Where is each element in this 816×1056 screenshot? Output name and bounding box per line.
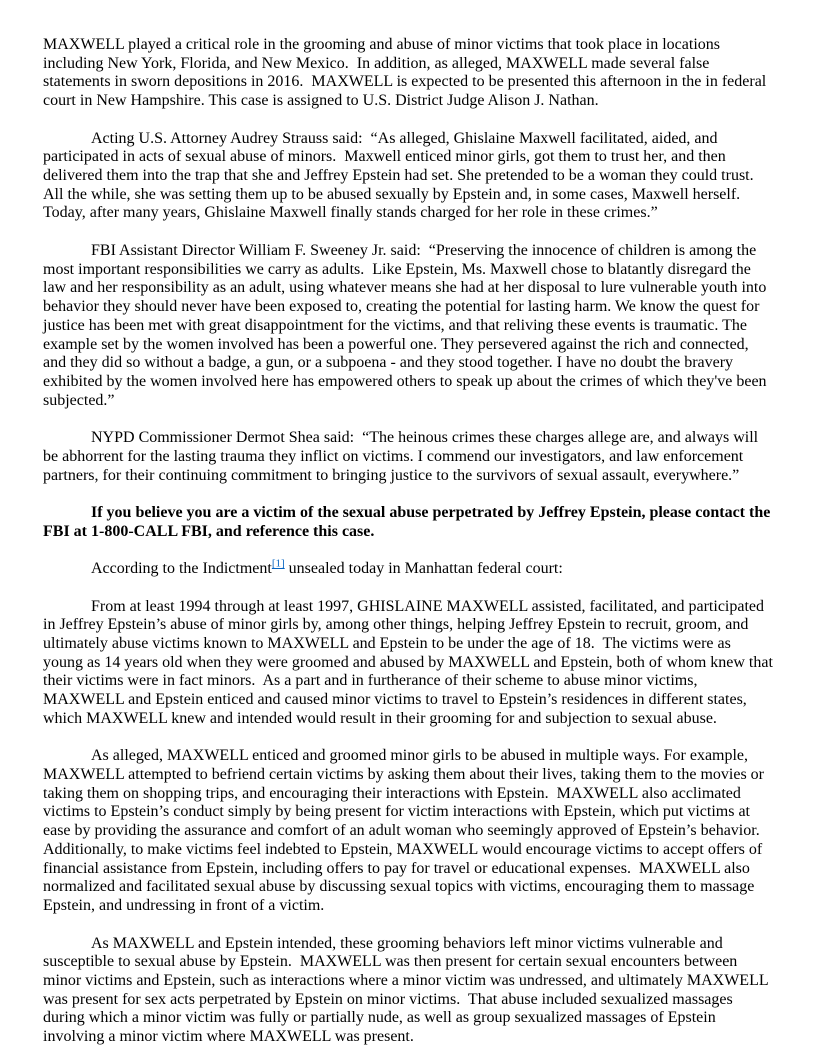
- paragraph: [43, 597, 777, 729]
- paragraph: [43, 36, 773, 111]
- paragraph: [43, 747, 773, 915]
- text-run: According to the Indictment: [91, 560, 272, 578]
- text-run: MAXWELL played a critical role in the grooming and abuse of minor victims that took place in locations including New York, Florida, and New Mexico. In addition, as alleged, MAXWELL made several false statements in sworn depositions in 2016. MAXWELL is expected to be presented this afternoon in the in federal court in New Hampshire. This case is assigned to U.S. District Judge Alison J. Nathan.: [43, 36, 771, 110]
- footnote-link-1[interactable]: [1]: [271, 557, 285, 570]
- text-run: unsealed today in Manhattan federal court:: [284, 560, 563, 578]
- paragraph: [43, 557, 773, 579]
- paragraph: [43, 130, 773, 224]
- document-body: [43, 36, 777, 1047]
- text-run: FBI Assistant Director William F. Sweeney Jr. said: “Preserving the innocence of children is among the most important responsibilities we carry as adults. Like Epstein, Ms. Maxwell chose to blatantly disregard the law and her responsibility as an adult, using whatever means she had at her disposal to lure vulnerable youth into behavior they should never have been exposed to, creating the potential for lasting harm. We know the quest for justice has been met with great disappointment for the victims, and that reliving these events is traumatic. The example set by the women involved has been a powerful one. They persevered against the rich and connected, and they did so without a badge, a gun, or a subpoena - and they stood together. I have no doubt the bravery exhibited by the women involved here has empowered others to speak up about the crimes of which they've been subjected.”: [43, 241, 771, 409]
- paragraph: [43, 242, 773, 410]
- footnote-ref: [272, 558, 285, 570]
- text-run: As alleged, MAXWELL enticed and groomed minor girls to be abused in multiple ways. For example, MAXWELL attempted to befriend certain victims by asking them about their lives, taking them to the movies or taking them on shopping trips, and encouraging their interactions with Epstein. MAXWELL also acclimated victims to Epstein’s conduct simply by being present for victim interactions with Epstein, which put victims at ease by providing the assurance and comfort of an adult woman who seemingly approved of Epstein’s behavior. Additionally, to make victims feel indebted to Epstein, MAXWELL would encourage victims to accept offers of financial assistance from Epstein, including offers to pay for travel or educational expenses. MAXWELL also normalized and facilitated sexual abuse by discussing sexual topics with victims, encouraging them to massage Epstein, and undressing in front of a victim.: [43, 747, 769, 915]
- text-run: NYPD Commissioner Dermot Shea said: “The heinous crimes these charges allege are, and always will be abhorrent for the lasting trauma they inflict on victims. I commend our investigators, and law enforcement partners, for their continuing commitment to bringing justice to the survivors of sexual assault, everywhere.”: [43, 429, 763, 484]
- text-run: Acting U.S. Attorney Audrey Strauss said: “As alleged, Ghislaine Maxwell facilitated, aided, and participated in acts of sexual abuse of minors. Maxwell enticed minor girls, got them to trust her, and then delivered them into the trap that she and Jeffrey Epstein had set. She pretended to be a woman they could trust. All the while, she was setting them up to be abused sexually by Epstein and, in some cases, Maxwell herself. Today, after many years, Ghislaine Maxwell finally stands charged for her role in these crimes.”: [43, 129, 757, 222]
- text-run: From at least 1994 through at least 1997, GHISLAINE MAXWELL assisted, facilitated, and participated in Jeffrey Epstein’s abuse of minor girls by, among other things, helping Jeffrey Epstein to recruit, groom, and ultimately abuse victims known to MAXWELL and Epstein to be under the age of 18. The victims were as young as 14 years old when they were groomed and abused by MAXWELL and Epstein, both of whom knew that their victims were in fact minors. As a part and in furtherance of their scheme to abuse minor victims, MAXWELL and Epstein enticed and caused minor victims to travel to Epstein’s residences in different states, which MAXWELL knew and intended would result in their grooming for and subjection to sexual abuse.: [43, 597, 777, 727]
- bold-text-run: If you believe you are a victim of the sexual abuse perpetrated by Jeffrey Epstein, please contact the FBI at 1-800-CALL FBI, and reference this case.: [43, 503, 775, 540]
- text-run: As MAXWELL and Epstein intended, these grooming behaviors left minor victims vulnerable and susceptible to sexual abuse by Epstein. MAXWELL was then present for certain sexual encounters between minor victims and Epstein, such as interactions where a minor victim was undressed, and ultimately MAXWELL was present for sex acts perpetrated by Epstein on minor victims. That abuse included sexualized massages during which a minor victim was fully or partially nude, as well as group sexualized massages of Epstein involving a minor victim where MAXWELL was present.: [43, 934, 773, 1046]
- paragraph: [43, 504, 773, 541]
- paragraph: [43, 429, 773, 485]
- paragraph: [43, 935, 773, 1047]
